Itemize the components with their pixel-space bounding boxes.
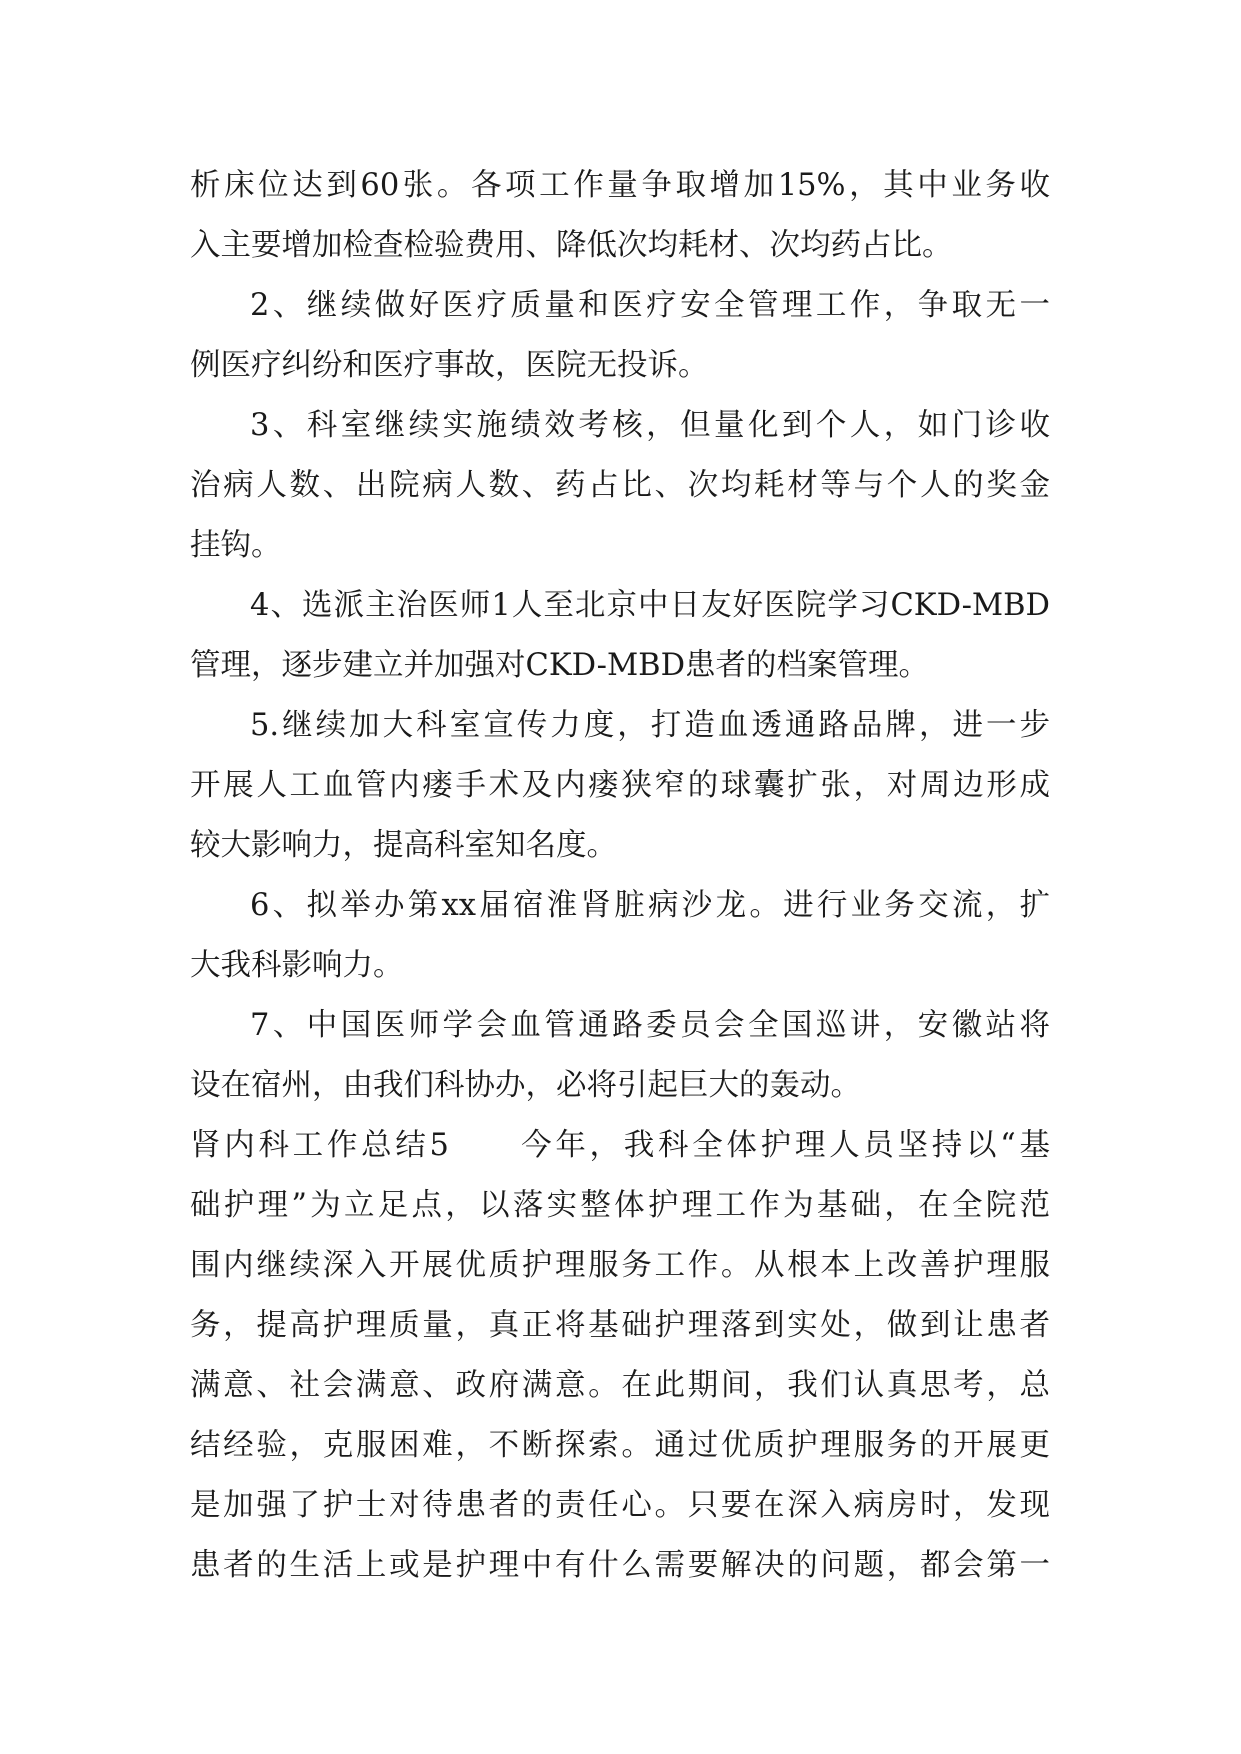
text-line-24: 患者的生活上或是护理中有什么需要解决的问题，都会第一 xyxy=(190,1548,1050,1583)
text-line-13: 6、拟举办第xx届宿淮肾脏病沙龙。进行业务交流，扩 xyxy=(250,888,1050,923)
text-line-21: 满意、社会满意、政府满意。在此期间，我们认真思考，总 xyxy=(190,1368,1050,1403)
text-line-5: 3、科室继续实施绩效考核，但量化到个人，如门诊收 xyxy=(250,408,1050,443)
text-line-16: 设在宿州，由我们科协办，必将引起巨大的轰动。 xyxy=(190,1068,861,1103)
text-line-17: 肾内科工作总结5 今年，我科全体护理人员坚持以“基 xyxy=(190,1128,1050,1163)
text-line-4: 例医疗纠纷和医疗事故，医院无投诉。 xyxy=(190,348,709,383)
text-line-15: 7、中国医师学会血管通路委员会全国巡讲，安徽站将 xyxy=(250,1008,1050,1043)
text-line-1: 析床位达到60张。各项工作量争取增加15%，其中业务收 xyxy=(190,168,1050,203)
text-line-19: 围内继续深入开展优质护理服务工作。从根本上改善护理服 xyxy=(190,1248,1050,1283)
text-line-2: 入主要增加检查检验费用、降低次均耗材、次均药占比。 xyxy=(190,228,953,263)
text-line-12: 较大影响力，提高科室知名度。 xyxy=(190,828,617,863)
text-line-14: 大我科影响力。 xyxy=(190,948,404,983)
text-line-9: 管理，逐步建立并加强对CKD-MBD患者的档案管理。 xyxy=(190,648,930,683)
text-line-6: 治病人数、出院病人数、药占比、次均耗材等与个人的奖金 xyxy=(190,468,1050,503)
text-line-11: 开展人工血管内瘘手术及内瘘狭窄的球囊扩张，对周边形成 xyxy=(190,768,1050,803)
text-line-20: 务，提高护理质量，真正将基础护理落到实处，做到让患者 xyxy=(190,1308,1050,1343)
text-line-18: 础护理”为立足点，以落实整体护理工作为基础，在全院范 xyxy=(190,1188,1050,1223)
text-line-3: 2、继续做好医疗质量和医疗安全管理工作，争取无一 xyxy=(250,288,1050,323)
text-line-7: 挂钩。 xyxy=(190,528,282,563)
text-line-8: 4、选派主治医师1人至北京中日友好医院学习CKD-MBD xyxy=(250,588,1050,623)
text-line-10: 5.继续加大科室宣传力度，打造血透通路品牌，进一步 xyxy=(250,708,1050,743)
text-line-23: 是加强了护士对待患者的责任心。只要在深入病房时，发现 xyxy=(190,1488,1050,1523)
text-line-22: 结经验，克服困难，不断探索。通过优质护理服务的开展更 xyxy=(190,1428,1050,1463)
